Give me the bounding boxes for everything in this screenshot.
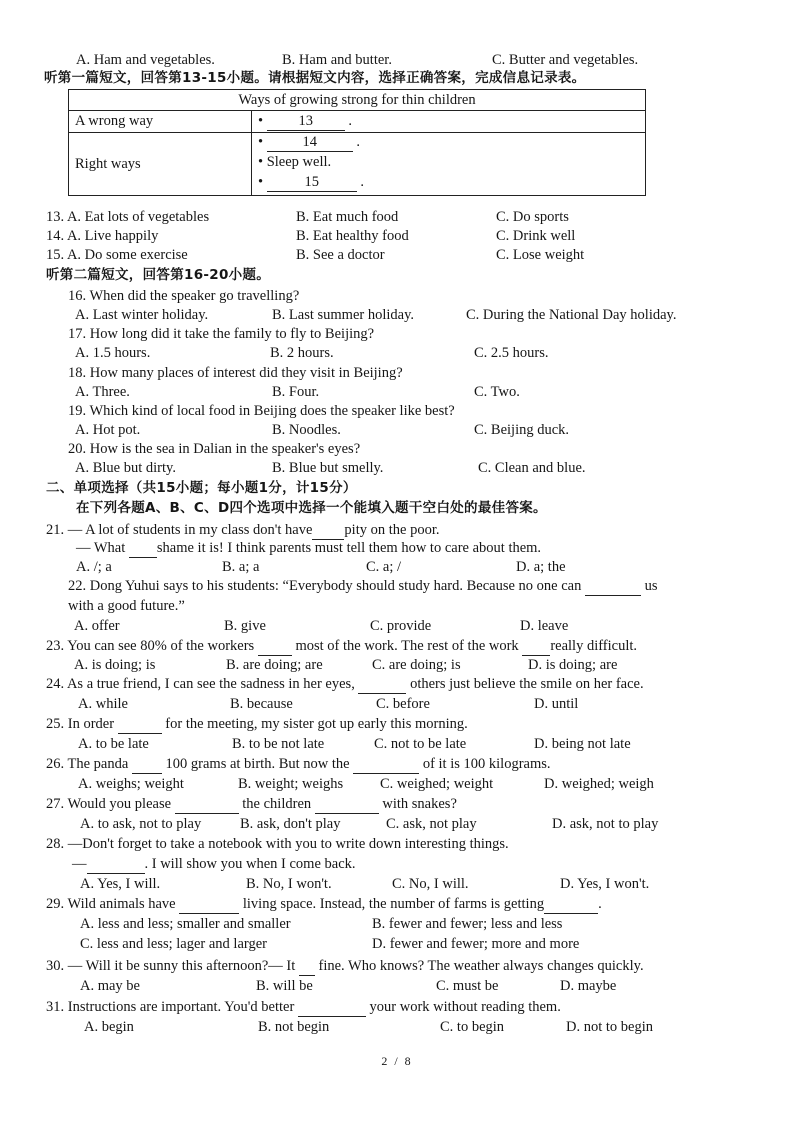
q14-a: 14. A. Live happily — [46, 228, 159, 244]
q24-a: A. while — [78, 696, 128, 712]
q27-c: C. ask, not play — [386, 816, 477, 832]
q26-a: A. weighs; weight — [78, 776, 184, 792]
q26-b: B. weight; weighs — [238, 776, 344, 792]
q14-b: B. Eat healthy food — [296, 228, 409, 244]
q17-a: A. 1.5 hours. — [75, 345, 151, 361]
q14-c: C. Drink well — [496, 228, 576, 244]
q22-blank — [585, 577, 641, 596]
q24-c: C. before — [376, 696, 430, 712]
q22-c: C. provide — [370, 618, 432, 634]
q23-a: A. is doing; is — [74, 657, 156, 673]
right-way-3: • 15 . — [258, 174, 364, 190]
q22-d: D. leave — [520, 618, 569, 634]
q27-line1: 27. Would you please the children with snakes? — [46, 796, 457, 812]
q19-a: A. Hot pot. — [75, 422, 141, 438]
sleep-well-text: Sleep well. — [266, 154, 332, 170]
right-way-1: • 14 . — [258, 134, 360, 150]
section1-instruction: 听第一篇短文，回答第13-15小题。请根据短文内容，选择正确答案，完成信息记录表。 — [44, 70, 586, 86]
blank-13: 13 — [267, 113, 345, 131]
option-a: A. Ham and vegetables. — [76, 52, 215, 68]
q28-a: A. Yes, I will. — [80, 876, 161, 892]
q30-line1: 30. — Will it be sunny this afternoon?— It fine. Who knows? The weather always changes quickly. — [46, 958, 644, 974]
q22-line1: 22. Dong Yuhui says to his students: “Everybody should study hard. Because no one can us — [68, 578, 658, 594]
q20-a: A. Blue but dirty. — [75, 460, 176, 476]
q13-a: 13. A. Eat lots of vegetables — [46, 209, 210, 225]
q21-blank1 — [312, 521, 344, 540]
q21-blank2 — [129, 539, 157, 558]
q19-stem: 19. Which kind of local food in Beijing does the speaker like best? — [68, 403, 455, 419]
q25-d: D. being not late — [534, 736, 631, 752]
q28-d: D. Yes, I won't. — [560, 876, 650, 892]
q15-b: B. See a doctor — [296, 247, 385, 263]
q29-blank2 — [544, 895, 598, 914]
q26-blank2 — [353, 755, 419, 774]
q26-d: D. weighed; weigh — [544, 776, 654, 792]
q16-a: A. Last winter holiday. — [75, 307, 209, 323]
q28-line1: 28. —Don't forget to take a notebook with you to write down interesting things. — [46, 836, 509, 852]
q30-a: A. may be — [80, 978, 140, 994]
q25-line1: 25. In order for the meeting, my sister got up early this morning. — [46, 716, 468, 732]
q30-blank — [299, 957, 315, 976]
q31-a: A. begin — [84, 1019, 134, 1035]
info-record-table — [68, 89, 646, 196]
blank-14: 14 — [267, 134, 353, 152]
q20-b: B. Blue but smelly. — [272, 460, 384, 476]
q23-b: B. are doing; are — [226, 657, 323, 673]
q21-a: A. /; a — [76, 559, 112, 575]
q30-c: C. must be — [436, 978, 499, 994]
q20-stem: 20. How is the sea in Dalian in the speaker's eyes? — [68, 441, 361, 457]
blank-15: 15 — [267, 174, 357, 192]
q24-d: D. until — [534, 696, 579, 712]
q25-blank — [118, 715, 162, 734]
q26-c: C. weighed; weight — [380, 776, 494, 792]
q13-c: C. Do sports — [496, 209, 569, 225]
table-title: Ways of growing strong for thin children — [69, 90, 646, 111]
q15-a: 15. A. Do some exercise — [46, 247, 188, 263]
q30-d: D. maybe — [560, 978, 617, 994]
q18-b: B. Four. — [272, 384, 320, 400]
q19-b: B. Noodles. — [272, 422, 341, 438]
wrong-way-label: A wrong way — [69, 111, 252, 133]
q20-c: C. Clean and blue. — [478, 460, 586, 476]
q31-c: C. to begin — [440, 1019, 505, 1035]
q25-c: C. not to be late — [374, 736, 467, 752]
q29-d: D. fewer and fewer; more and more — [372, 936, 580, 952]
q27-blank1 — [175, 795, 239, 814]
q28-c: C. No, I will. — [392, 876, 469, 892]
q21-d: D. a; the — [516, 559, 566, 575]
q16-stem: 16. When did the speaker go travelling? — [68, 288, 300, 304]
option-b: B. Ham and butter. — [282, 52, 392, 68]
q24-blank — [358, 675, 406, 694]
q29-c: C. less and less; lager and larger — [80, 936, 267, 952]
q22-b: B. give — [224, 618, 266, 634]
q25-a: A. to be late — [78, 736, 149, 752]
wrong-way-cell: • 13 . — [252, 111, 646, 133]
right-way-2: • Sleep well. — [258, 154, 332, 170]
q28-line2: — . I will show you when I come back. — [72, 856, 356, 872]
q27-d: D. ask, not to play — [552, 816, 659, 832]
q23-c: C. are doing; is — [372, 657, 461, 673]
q30-b: B. will be — [256, 978, 313, 994]
option-c: C. Butter and vegetables. — [492, 52, 639, 68]
q31-b: B. not begin — [258, 1019, 330, 1035]
part2-instruction: 在下列各题A、B、C、D四个选项中选择一个能填入题干空白处的最佳答案。 — [76, 500, 547, 516]
q29-a: A. less and less; smaller and smaller — [80, 916, 291, 932]
q29-line1: 29. Wild animals have living space. Instead, the number of farms is getting . — [46, 896, 602, 912]
q31-line1: 31. Instructions are important. You'd better your work without reading them. — [46, 999, 561, 1015]
right-ways-label: Right ways — [69, 133, 252, 196]
q17-b: B. 2 hours. — [270, 345, 334, 361]
q17-stem: 17. How long did it take the family to fly to Beijing? — [68, 326, 375, 342]
q18-stem: 18. How many places of interest did they visit in Beijing? — [68, 365, 403, 381]
q24-b: B. because — [230, 696, 293, 712]
q19-c: C. Beijing duck. — [474, 422, 570, 438]
q21-line2: — What shame it is! I think parents must tell them how to care about them. — [76, 540, 542, 556]
q23-d: D. is doing; are — [528, 657, 618, 673]
section2-instruction: 听第二篇短文，回答第16-20小题。 — [46, 267, 271, 283]
q26-line1: 26. The panda 100 grams at birth. But now the of it is 100 kilograms. — [46, 756, 551, 772]
q31-d: D. not to begin — [566, 1019, 653, 1035]
right-ways-cell — [252, 133, 646, 196]
q18-a: A. Three. — [75, 384, 130, 400]
q23-line1: 23. You can see 80% of the workers most of the work. The rest of the work really difficult. — [46, 638, 638, 654]
q27-b: B. ask, don't play — [240, 816, 341, 832]
q22-a: A. offer — [74, 618, 120, 634]
q16-b: B. Last summer holiday. — [272, 307, 415, 323]
q21-c: C. a; / — [366, 559, 402, 575]
q22-line2: with a good future.” — [68, 598, 185, 614]
q31-blank — [298, 998, 366, 1017]
q28-blank — [87, 855, 145, 874]
q13-b: B. Eat much food — [296, 209, 399, 225]
q16-c: C. During the National Day holiday. — [466, 307, 677, 323]
q15-c: C. Lose weight — [496, 247, 585, 263]
q23-blank1 — [258, 637, 292, 656]
q25-b: B. to be not late — [232, 736, 325, 752]
q29-b: B. fewer and fewer; less and less — [372, 916, 563, 932]
q21-line1: 21. — A lot of students in my class don't have pity on the poor. — [46, 522, 440, 538]
q29-blank1 — [179, 895, 239, 914]
q23-blank2 — [522, 637, 550, 656]
q26-blank1 — [132, 755, 162, 774]
q18-c: C. Two. — [474, 384, 520, 400]
q27-a: A. to ask, not to play — [80, 816, 202, 832]
q24-line1: 24. As a true friend, I can see the sadness in her eyes, others just believe the smile on her face. — [46, 676, 644, 692]
part2-heading: 二、单项选择（共15小题；每小题1分，计15分） — [46, 480, 357, 496]
q21-b: B. a; a — [222, 559, 260, 575]
page-number: 2 / 8 — [381, 1054, 413, 1068]
q17-c: C. 2.5 hours. — [474, 345, 549, 361]
q28-b: B. No, I won't. — [246, 876, 332, 892]
q27-blank2 — [315, 795, 379, 814]
